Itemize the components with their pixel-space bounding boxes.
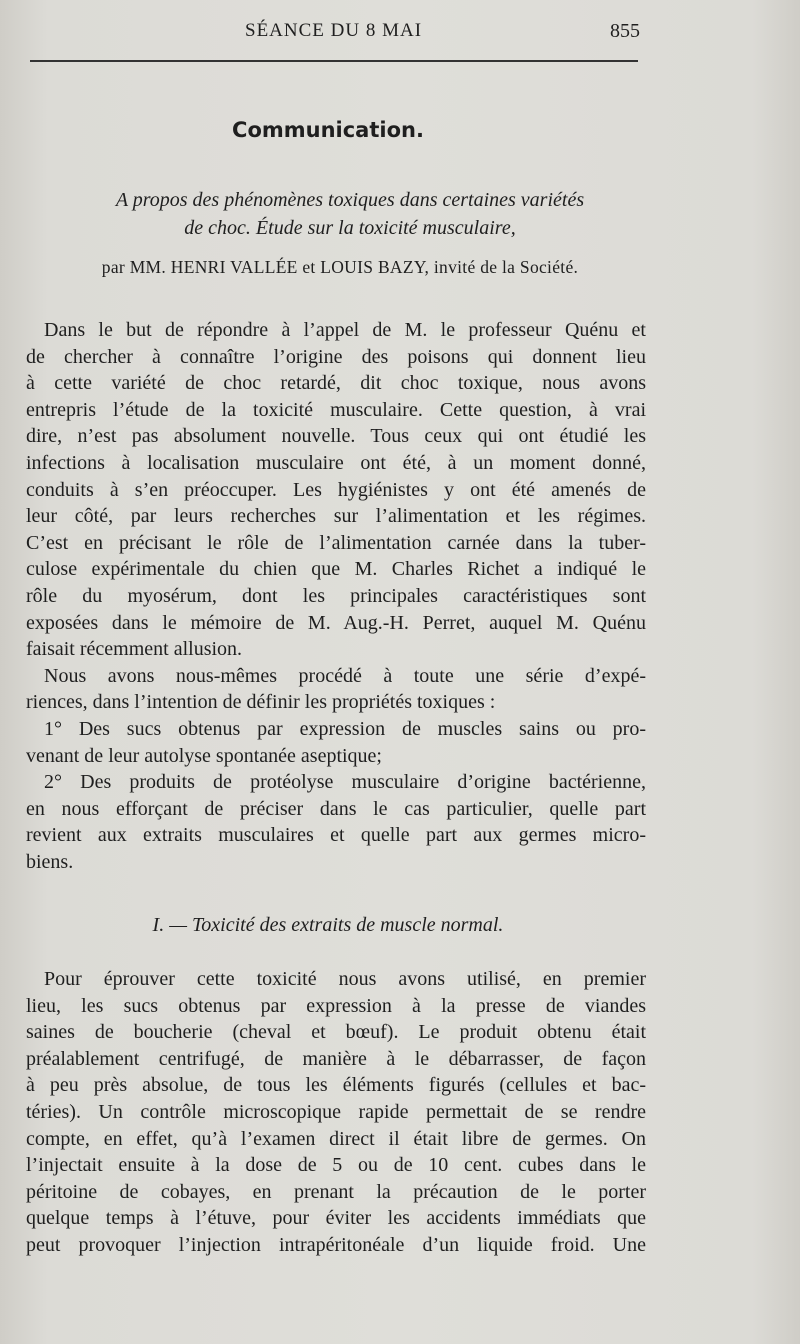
running-head-title: SÉANCE DU 8 MAI (245, 20, 423, 41)
text-line: à cette variété de choc retardé, dit choc toxique, nous avons (26, 372, 646, 395)
text-line: péritoine de cobayes, en prenant la précaution de le porter (26, 1180, 646, 1203)
article-title-line: A propos des phénomènes toxiques dans certaines variétés (115, 189, 585, 211)
text-line: dire, n’est pas absolument nouvelle. Tous ceux qui ont étudié les (26, 425, 646, 448)
article-title-line: de choc. Étude sur la toxicité musculaire, (184, 217, 516, 239)
text-line: culose expérimentale du chien que M. Charles Richet a indiqué le (26, 558, 646, 581)
subsection-heading: I. — Toxicité des extraits de muscle normal. (152, 914, 504, 936)
authors-line: par MM. HENRI VALLÉE et LOUIS BAZY, invité de la Société. (101, 257, 579, 277)
text-line: compte, en effet, qu’à l’examen direct il était libre de germes. On (26, 1127, 646, 1150)
text-line: en nous efforçant de préciser dans le cas particulier, quelle part (26, 797, 646, 820)
text-line: saines de boucherie (cheval et bœuf). Le produit obtenu était (26, 1021, 646, 1044)
article-title (40, 186, 660, 242)
text-line: lieu, les sucs obtenus par expression à la presse de viandes (26, 994, 646, 1017)
text-line: leur côté, par leurs recherches sur l’alimentation et les régimes. (26, 505, 646, 528)
text-line: entrepris l’étude de la toxicité musculaire. Cette question, à vrai (26, 398, 646, 421)
text-line: 2° Des produits de protéolyse musculaire d’origine bactérienne, (44, 771, 646, 794)
text-line: peut provoquer l’injection intrapéritonéale d’un liquide froid. Une (26, 1233, 646, 1256)
text-line: rôle du myosérum, dont les principales caractéristiques sont (26, 584, 646, 607)
text-line: venant de leur autolyse spontanée aseptique; (26, 744, 382, 767)
text-line: l’injectait ensuite à la dose de 5 ou de 10 cent. cubes dans le (26, 1154, 646, 1177)
text-line: riences, dans l’intention de définir les propriétés toxiques : (26, 691, 496, 714)
text-line: Nous avons nous-mêmes procédé à toute une série d’expé- (44, 664, 646, 687)
text-line: Pour éprouver cette toxicité nous avons utilisé, en premier (44, 968, 646, 990)
body-text-block (26, 966, 646, 1259)
text-line: infections à localisation musculaire ont été, à un moment donné, (26, 451, 646, 474)
text-line: exposées dans le mémoire de M. Aug.-H. Perret, auquel M. Quénu (26, 611, 646, 634)
text-line: Dans le but de répondre à l’appel de M. le professeur Quénu et (44, 319, 646, 341)
section-title: Communication. (232, 118, 424, 142)
text-line: 1° Des sucs obtenus par expression de muscles sains ou pro- (44, 717, 646, 740)
text-line: revient aux extraits musculaires et quelle part aux germes micro- (26, 824, 646, 847)
text-line: conduits à s’en préoccuper. Les hygiénistes y ont été amenés de (26, 478, 646, 501)
text-line: téries). Un contrôle microscopique rapide permettait de se rendre (26, 1100, 646, 1123)
running-head (0, 16, 800, 46)
header-rule (30, 60, 638, 62)
text-line: préalablement centrifugé, de manière à le débarrasser, de façon (26, 1047, 646, 1070)
text-line: biens. (26, 850, 74, 873)
text-line: de chercher à connaître l’origine des poisons qui donnent lieu (26, 345, 646, 368)
body-text-block (26, 317, 646, 875)
page-number: 855 (610, 20, 640, 42)
text-line: quelque temps à l’étuve, pour éviter les accidents immédiats que (26, 1207, 646, 1230)
text-line: à peu près absolue, de tous les éléments figurés (cellules et bac- (26, 1074, 646, 1097)
text-line: faisait récemment allusion. (26, 638, 243, 661)
text-line: C’est en précisant le rôle de l’alimentation carnée dans la tuber- (26, 531, 646, 554)
